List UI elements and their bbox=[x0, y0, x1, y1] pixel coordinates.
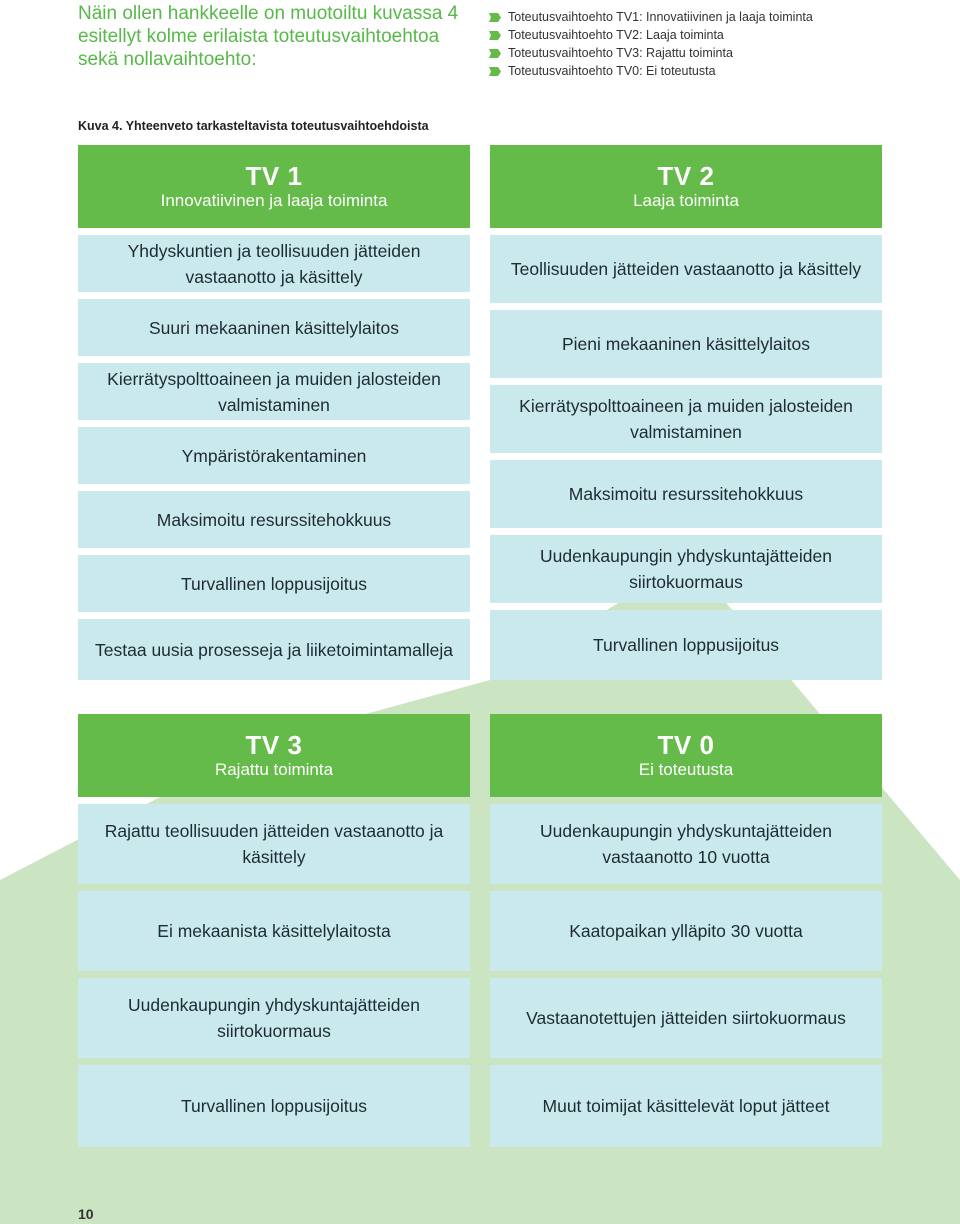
option-code: TV 0 bbox=[657, 729, 715, 760]
option-name: Rajattu toiminta bbox=[214, 759, 334, 779]
list-item: Turvallinen loppusijoitus bbox=[490, 610, 882, 680]
legend-item bbox=[489, 44, 813, 62]
panel-header bbox=[490, 145, 882, 228]
list-item: Testaa uusia prosesseja ja liiketoimintamalleja bbox=[78, 619, 470, 680]
panel-tv2 bbox=[490, 145, 882, 680]
panel-tv1 bbox=[78, 145, 470, 680]
legend-item-label: Toteutusvaihtoehto TV2: Laaja toiminta bbox=[508, 28, 724, 42]
list-item: Yhdyskuntien ja teollisuuden jätteiden vastaanotto ja käsittely bbox=[78, 235, 470, 292]
list-item: Kaatopaikan ylläpito 30 vuotta bbox=[490, 891, 882, 971]
list-item: Uudenkaupungin yhdyskuntajätteiden siirtokuormaus bbox=[78, 978, 470, 1058]
legend-item bbox=[489, 62, 813, 80]
list-item: Suuri mekaaninen käsittelylaitos bbox=[78, 299, 470, 356]
list-item: Uudenkaupungin yhdyskuntajätteiden siirtokuormaus bbox=[490, 535, 882, 603]
list-item: Teollisuuden jätteiden vastaanotto ja käsittely bbox=[490, 235, 882, 303]
page-number: 10 bbox=[78, 1206, 94, 1222]
panel-tv3 bbox=[78, 714, 470, 1147]
arrow-tag-icon bbox=[489, 31, 501, 40]
legend-item-label: Toteutusvaihtoehto TV0: Ei toteutusta bbox=[508, 64, 716, 78]
list-item: Turvallinen loppusijoitus bbox=[78, 1065, 470, 1147]
arrow-tag-icon bbox=[489, 49, 501, 58]
arrow-tag-icon bbox=[489, 13, 501, 22]
legend-list bbox=[489, 8, 813, 80]
list-item: Turvallinen loppusijoitus bbox=[78, 555, 470, 612]
list-item: Vastaanotettujen jätteiden siirtokuormaus bbox=[490, 978, 882, 1058]
list-item: Maksimoitu resurssitehokkuus bbox=[78, 491, 470, 548]
legend-item bbox=[489, 8, 813, 26]
legend-item-label: Toteutusvaihtoehto TV1: Innovatiivinen ja laaja toiminta bbox=[508, 10, 813, 24]
legend-item bbox=[489, 26, 813, 44]
option-code: TV 1 bbox=[245, 160, 303, 191]
arrow-tag-icon bbox=[489, 67, 501, 76]
panel-tv0 bbox=[490, 714, 882, 1147]
panel-header bbox=[78, 145, 470, 228]
intro-text: Näin ollen hankkeelle on muotoiltu kuvassa 4 esitellyt kolme erilaista toteutusvaihtoehtoa sekä nollavaihtoehto: bbox=[78, 3, 459, 70]
panel-header bbox=[78, 714, 470, 797]
list-item: Maksimoitu resurssitehokkuus bbox=[490, 460, 882, 528]
option-name: Innovatiivinen ja laaja toiminta bbox=[160, 190, 388, 210]
panel-header bbox=[490, 714, 882, 797]
list-item: Muut toimijat käsittelevät loput jätteet bbox=[490, 1065, 882, 1147]
option-code: TV 3 bbox=[245, 729, 303, 760]
list-item: Ympäristörakentaminen bbox=[78, 427, 470, 484]
list-item: Pieni mekaaninen käsittelylaitos bbox=[490, 310, 882, 378]
figure-caption: Kuva 4. Yhteenveto tarkasteltavista toteutusvaihtoehdoista bbox=[78, 119, 429, 133]
list-item: Kierrätyspolttoaineen ja muiden jalosteiden valmistaminen bbox=[78, 363, 470, 420]
legend-item-label: Toteutusvaihtoehto TV3: Rajattu toiminta bbox=[508, 46, 733, 60]
option-name: Laaja toiminta bbox=[633, 190, 739, 210]
option-code: TV 2 bbox=[657, 160, 715, 191]
list-item: Uudenkaupungin yhdyskuntajätteiden vastaanotto 10 vuotta bbox=[490, 804, 882, 884]
option-name: Ei toteutusta bbox=[638, 759, 734, 779]
list-item: Ei mekaanista käsittelylaitosta bbox=[78, 891, 470, 971]
list-item: Kierrätyspolttoaineen ja muiden jalosteiden valmistaminen bbox=[490, 385, 882, 453]
list-item: Rajattu teollisuuden jätteiden vastaanotto ja käsittely bbox=[78, 804, 470, 884]
